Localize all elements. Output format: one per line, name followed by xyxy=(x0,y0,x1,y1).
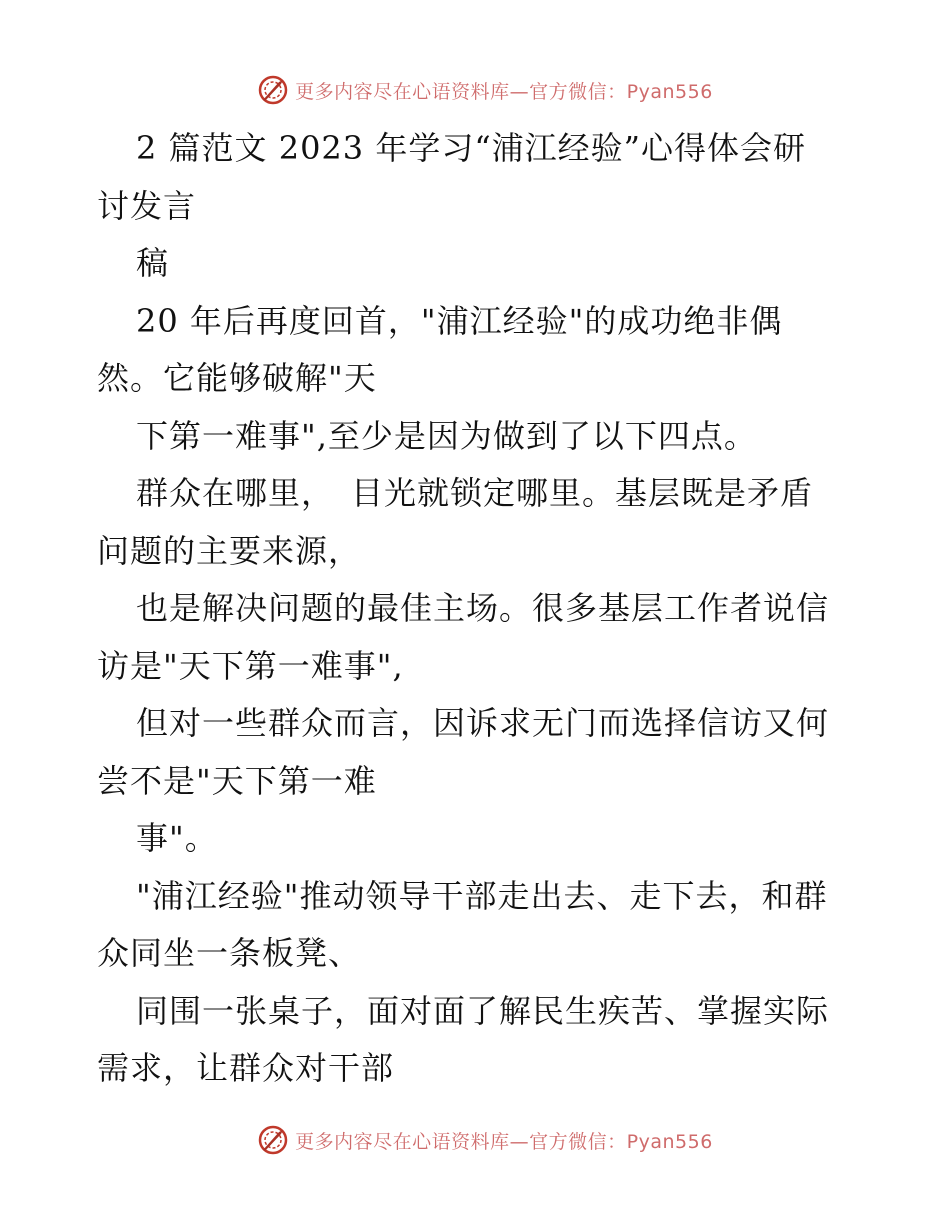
footer-banner xyxy=(0,1120,950,1160)
text-line: 事"。 xyxy=(136,819,218,857)
header-banner-text: 更多内容尽在心语资料库—官方微信：Pyan556 xyxy=(295,80,713,103)
text-line: 但对一些群众而言，因诉求无门而选择信访又何 xyxy=(136,704,830,742)
quill-emblem-icon xyxy=(257,1124,289,1156)
text-line: 需求，让群众对干部 xyxy=(97,1049,395,1087)
header-banner xyxy=(0,70,950,110)
text-line: 问题的主要来源， xyxy=(97,531,362,570)
document-body xyxy=(97,120,857,1098)
footer-banner-inner xyxy=(257,1124,713,1156)
text-line: 同围一张桌子，面对面了解民生疾苦、掌握实际 xyxy=(136,991,830,1030)
footer-banner-text: 更多内容尽在心语资料库—官方微信：Pyan556 xyxy=(295,1130,713,1153)
text-line: 众同坐一条板凳、 xyxy=(97,934,362,972)
text-line: 也是解决问题的最佳主场。很多基层工作者说信 xyxy=(136,589,830,627)
title-line-1: 2 篇范文 2023 年学习“浦江经验”心得体会研 xyxy=(136,129,807,167)
quill-emblem-icon xyxy=(257,74,289,106)
text-line: 下第一难事",至少是因为做到了以下四点。 xyxy=(136,416,757,455)
text-line: 然。它能够破解"天 xyxy=(97,359,377,397)
title-line-3: 稿 xyxy=(136,244,170,282)
text-line: 20 年后再度回首，"浦江经验"的成功绝非偶 xyxy=(136,301,783,340)
title-line-2: 讨发言 xyxy=(97,186,197,225)
text-line: 尝不是"天下第一难 xyxy=(97,761,377,800)
text-line: 群众在哪里， 目光就锁定哪里。基层既是矛盾 xyxy=(136,474,814,512)
header-banner-inner xyxy=(257,74,713,106)
text-line: 访是"天下第一难事", xyxy=(97,646,404,685)
text-line: "浦江经验"推动领导干部走出去、走下去，和群 xyxy=(136,876,828,915)
